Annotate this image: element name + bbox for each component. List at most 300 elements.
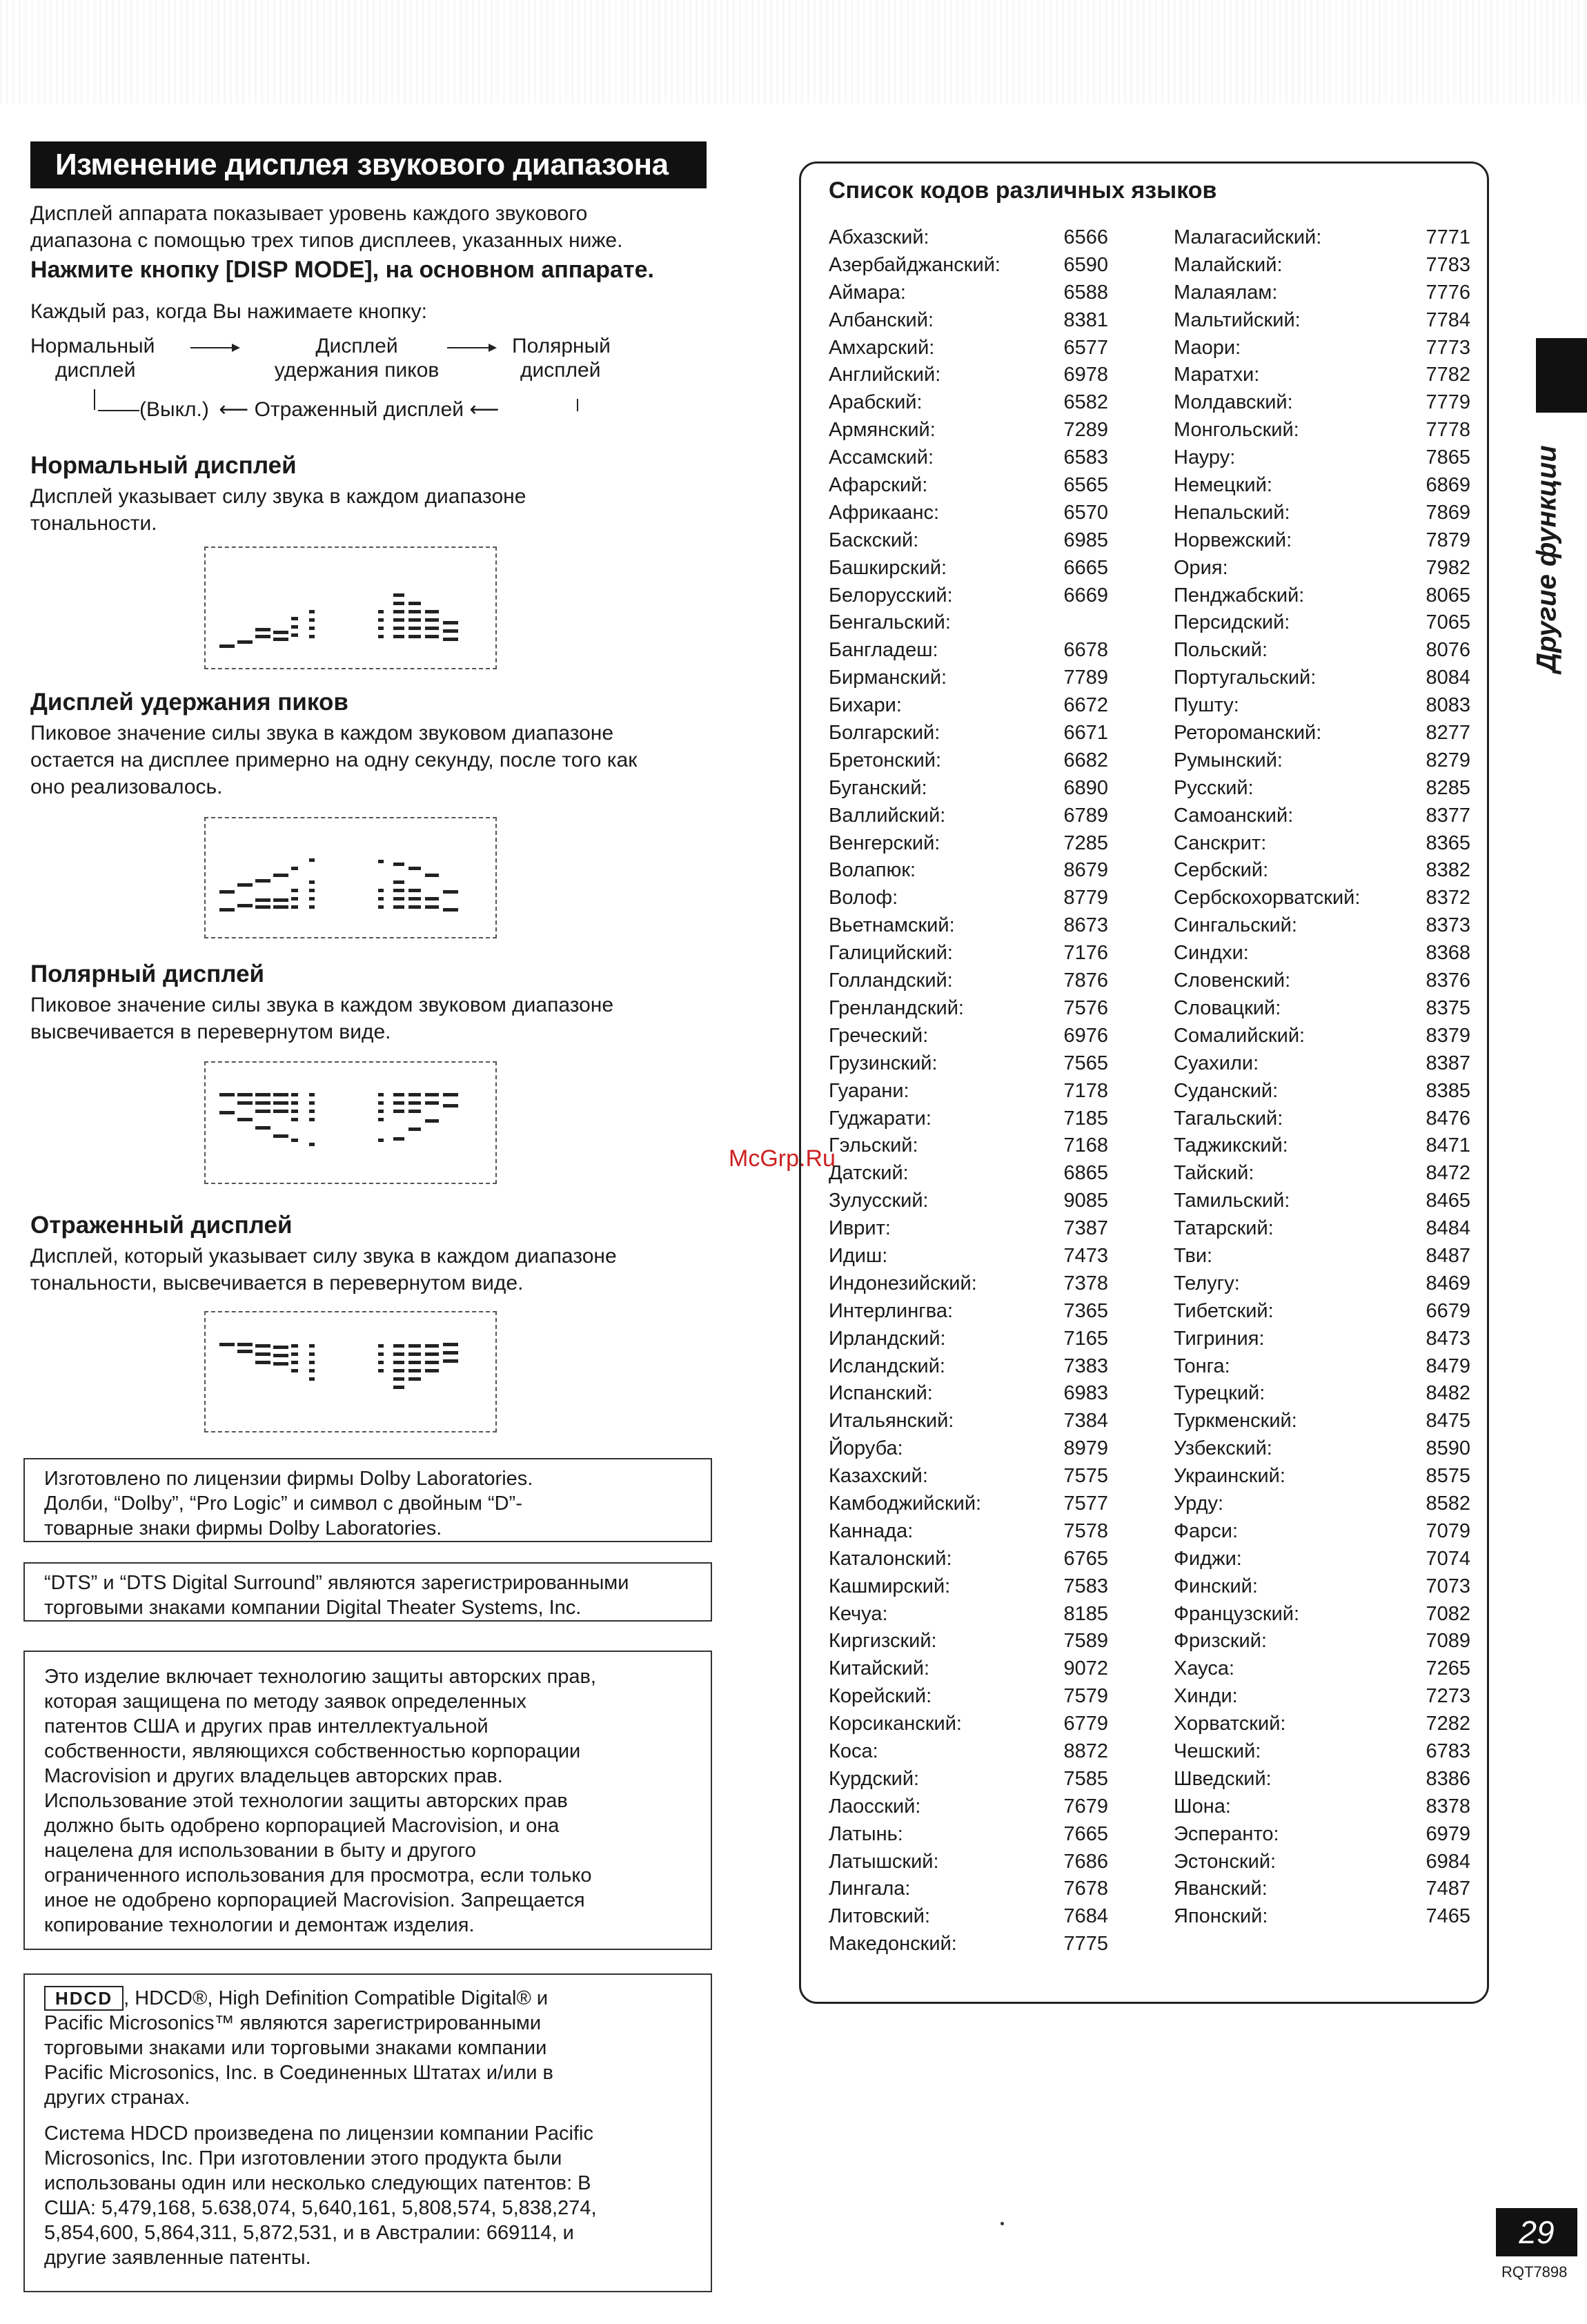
language-code: 8387 <box>1426 1052 1470 1074</box>
language-row <box>1174 1326 1470 1353</box>
language-row <box>829 307 1108 335</box>
language-row <box>829 417 1108 444</box>
language-code: 8469 <box>1426 1272 1470 1294</box>
language-code: 8779 <box>1063 887 1108 909</box>
seq-peak: Дисплей удержания пиков <box>274 335 440 382</box>
language-name: Зулусский: <box>829 1190 929 1212</box>
language-name: Бирманский: <box>829 667 947 689</box>
language-code: 7273 <box>1426 1685 1470 1708</box>
language-row <box>829 1766 1108 1793</box>
language-code: 7079 <box>1426 1519 1470 1542</box>
language-row <box>829 1903 1108 1931</box>
language-code: 8285 <box>1426 776 1470 799</box>
language-code: 7465 <box>1426 1905 1470 1928</box>
page-number: 29 <box>1496 2208 1577 2256</box>
macrovision-notice: Это изделие включает технологию защиты авторских прав, которая защищена по методу заявок определенных патентов США и других прав интеллектуальной собственности, являющихся собственностью корпорации Macrovision и других владельцев авторских прав. Использование этой технологии защиты авторских прав должно быть одобрено корпорацией Macrovision, и она нацелена для использовании в быту и другого ограниченного использования для просмотра, если только иное не одобрено корпорацией Macrovision. Запрещается копирование технологии и демонтаж изделия. <box>23 1651 712 1950</box>
language-row <box>1174 1875 1470 1903</box>
language-name: Африкаанс: <box>829 501 940 524</box>
language-name: Словенский: <box>1174 969 1291 992</box>
language-name: Фиджи: <box>1174 1547 1242 1570</box>
language-code: 6779 <box>1063 1713 1108 1735</box>
language-name: Тайский: <box>1174 1162 1254 1185</box>
language-code: 6682 <box>1063 749 1108 771</box>
hdcd-notice: HDCD , HDCD®, High Definition Compatible Digital® и Pacific Microsonics™ являются зарегистрированными торговыми знаками или торговыми знаками компании Pacific Microsonics, Inc. в Соединенных Штатах и/или в других странах. Система HDCD произведена по лицензии компании Pacific Microsonics, Inc. При изготовлении этого продукта были использованы один или несколько следующих патентов: В США: 5,479,168, 5.638,074, 5,640,161, 5,808,574, 5,838,274, 5,854,600, 5,864,311, 5,872,531, и в Австралии: 669114, и другие заявленные патенты. <box>23 1973 712 2292</box>
language-row <box>829 1655 1108 1683</box>
language-row <box>1174 967 1470 995</box>
language-name: Вьетнамский: <box>829 914 955 937</box>
language-name: Лаосский: <box>829 1795 921 1818</box>
language-row <box>1174 252 1470 279</box>
language-row <box>829 1326 1108 1353</box>
language-row <box>829 1601 1108 1628</box>
language-name: Сербскохорватский: <box>1174 887 1361 909</box>
language-name: Словацкий: <box>1174 996 1281 1019</box>
language-code: 7869 <box>1426 501 1470 524</box>
seq-bottom: (Выкл.) ⟵ Отраженный дисплей ⟵ <box>98 397 499 422</box>
language-code: 7082 <box>1426 1602 1470 1625</box>
language-row <box>1174 1849 1470 1876</box>
language-code: 7679 <box>1063 1795 1108 1818</box>
language-row <box>1174 307 1470 335</box>
language-row <box>1174 500 1470 527</box>
language-name: Мальтийский: <box>1174 308 1301 331</box>
language-code: 8582 <box>1426 1492 1470 1515</box>
language-name: Фарси: <box>1174 1519 1239 1542</box>
language-name: Курдский: <box>829 1767 920 1790</box>
language-name: Болгарский: <box>829 722 940 745</box>
language-code: 7684 <box>1063 1905 1108 1928</box>
language-code: 7065 <box>1426 611 1470 634</box>
language-row <box>1174 444 1470 472</box>
language-row <box>829 1380 1108 1408</box>
language-row <box>829 1931 1108 1958</box>
language-row <box>1174 1655 1470 1683</box>
language-code: 7577 <box>1063 1492 1108 1515</box>
language-name: Ассамский: <box>829 446 934 469</box>
language-name: Тви: <box>1174 1244 1213 1267</box>
language-row <box>1174 1793 1470 1821</box>
language-code: 8083 <box>1426 694 1470 717</box>
language-code: 7168 <box>1063 1134 1108 1157</box>
language-row <box>829 1849 1108 1876</box>
language-row <box>829 1711 1108 1738</box>
language-code: 6590 <box>1063 253 1108 276</box>
language-name: Абхазский: <box>829 226 929 248</box>
language-row <box>829 1463 1108 1490</box>
language-code: 8590 <box>1426 1437 1470 1460</box>
reflected-display-title: Отраженный дисплей <box>30 1212 293 1239</box>
language-code: 7265 <box>1426 1657 1470 1680</box>
language-name: Малаялам: <box>1174 281 1278 304</box>
language-name: Каталонский: <box>829 1547 952 1570</box>
language-name: Японский: <box>1174 1905 1268 1928</box>
language-row <box>1174 1078 1470 1105</box>
seq-polar: Полярный дисплей <box>512 335 611 382</box>
language-name: Португальский: <box>1174 667 1317 689</box>
language-code: 8376 <box>1426 969 1470 992</box>
language-name: Норвежский: <box>1174 529 1292 551</box>
language-name: Буганский: <box>829 776 927 799</box>
language-name: Малайский: <box>1174 253 1283 276</box>
language-row <box>1174 1380 1470 1408</box>
language-code: 8482 <box>1426 1382 1470 1405</box>
language-code: 7789 <box>1063 667 1108 689</box>
language-name: Хауса: <box>1174 1657 1235 1680</box>
language-name: Македонский: <box>829 1933 957 1956</box>
language-code: 8476 <box>1426 1107 1470 1130</box>
arrow-icon <box>447 347 495 348</box>
language-name: Лингала: <box>829 1878 911 1900</box>
language-code: 8479 <box>1426 1355 1470 1377</box>
language-name: Корсиканский: <box>829 1713 962 1735</box>
language-name: Маори: <box>1174 336 1241 359</box>
language-name: Бихари: <box>829 694 902 717</box>
language-row <box>829 224 1108 252</box>
scan-noise <box>0 0 1587 104</box>
language-row <box>829 252 1108 279</box>
normal-display-figure <box>204 546 497 669</box>
language-name: Аймара: <box>829 281 906 304</box>
language-row <box>1174 1463 1470 1490</box>
language-column-right <box>1174 224 1470 1931</box>
language-code: 6588 <box>1063 281 1108 304</box>
language-name: Китайский: <box>829 1657 930 1680</box>
each-press-text: Каждый раз, когда Вы нажимаете кнопку: <box>30 300 427 323</box>
language-code-panel <box>799 161 1489 2004</box>
language-code: 7982 <box>1426 556 1470 579</box>
language-row <box>1174 417 1470 444</box>
language-code: 8185 <box>1063 1602 1108 1625</box>
language-code: 7165 <box>1063 1327 1108 1350</box>
language-row <box>829 1132 1108 1160</box>
language-code: 6565 <box>1063 474 1108 497</box>
instruction: Нажмите кнопку [DISP MODE], на основном аппарате. <box>30 257 654 283</box>
language-name: Сербский: <box>1174 859 1269 882</box>
language-row <box>1174 389 1470 417</box>
language-row <box>829 940 1108 967</box>
language-name: Сингальский: <box>1174 914 1297 937</box>
language-name: Фризский: <box>1174 1630 1267 1653</box>
language-row <box>829 1050 1108 1078</box>
chapter-tab-marker <box>1536 338 1587 413</box>
language-code: 8365 <box>1426 831 1470 854</box>
language-code: 7876 <box>1063 969 1108 992</box>
language-code: 6984 <box>1426 1850 1470 1873</box>
language-name: Суданский: <box>1174 1079 1279 1102</box>
language-name: Греческий: <box>829 1024 929 1047</box>
language-name: Яванский: <box>1174 1878 1268 1900</box>
language-row <box>829 362 1108 389</box>
arrow-left-icon: ⟵ <box>219 398 249 421</box>
reflected-display-text: Дисплей, который указывает силу звука в каждом диапазоне тональности, высвечивается в перевернутом виде. <box>30 1245 617 1294</box>
language-list-title: Список кодов различных языков <box>829 177 1217 204</box>
language-code: 7775 <box>1063 1933 1108 1956</box>
language-row <box>1174 1546 1470 1573</box>
language-row <box>829 1105 1108 1133</box>
language-code: 8372 <box>1426 887 1470 909</box>
language-code: 7282 <box>1426 1713 1470 1735</box>
language-name: Монгольский: <box>1174 419 1299 442</box>
language-name: Иврит: <box>829 1217 891 1240</box>
language-name: Турецкий: <box>1174 1382 1265 1405</box>
language-name: Латышский: <box>829 1850 939 1873</box>
language-name: Волоф: <box>829 887 898 909</box>
language-name: Синдхи: <box>1174 942 1249 965</box>
language-row <box>1174 1353 1470 1381</box>
language-name: Молдавский: <box>1174 391 1293 414</box>
language-name: Сомалийский: <box>1174 1024 1305 1047</box>
language-row <box>829 1821 1108 1849</box>
language-code: 7665 <box>1063 1822 1108 1845</box>
language-row <box>1174 802 1470 830</box>
language-name: Кашмирский: <box>829 1575 951 1597</box>
language-code: 8084 <box>1426 667 1470 689</box>
language-name: Испанский: <box>829 1382 933 1405</box>
language-code: 8375 <box>1426 996 1470 1019</box>
language-name: Непальский: <box>1174 501 1290 524</box>
language-name: Шведский: <box>1174 1767 1272 1790</box>
language-code: 6583 <box>1063 446 1108 469</box>
language-row <box>829 1270 1108 1298</box>
language-code: 8378 <box>1426 1795 1470 1818</box>
language-row <box>1174 995 1470 1023</box>
language-code: 7865 <box>1426 446 1470 469</box>
language-code: 7089 <box>1426 1630 1470 1653</box>
language-code: 8465 <box>1426 1190 1470 1212</box>
language-name: Хорватский: <box>1174 1713 1286 1735</box>
language-name: Гуджарати: <box>829 1107 931 1130</box>
language-row <box>829 692 1108 720</box>
language-code: 7771 <box>1426 226 1470 248</box>
language-name: Узбекский: <box>1174 1437 1272 1460</box>
language-row <box>1174 637 1470 664</box>
language-row <box>829 1875 1108 1903</box>
language-name: Амхарский: <box>829 336 935 359</box>
language-row <box>1174 1105 1470 1133</box>
language-row <box>829 527 1108 555</box>
language-name: Киргизский: <box>829 1630 937 1653</box>
language-name: Белорусский: <box>829 584 953 607</box>
language-code: 8379 <box>1426 1024 1470 1047</box>
language-name: Пушту: <box>1174 694 1239 717</box>
language-name: Персидский: <box>1174 611 1290 634</box>
language-code: 8471 <box>1426 1134 1470 1157</box>
language-name: Урду: <box>1174 1492 1224 1515</box>
language-code: 8979 <box>1063 1437 1108 1460</box>
language-name: Бенгальский: <box>829 611 951 634</box>
language-code: 7783 <box>1426 253 1470 276</box>
language-code: 8386 <box>1426 1767 1470 1790</box>
language-code: 8385 <box>1426 1079 1470 1102</box>
language-code: 6671 <box>1063 722 1108 745</box>
language-name: Корейский: <box>829 1685 932 1708</box>
polar-display-text: Пиковое значение силы звука в каждом звуковом диапазоне высвечивается в перевернутом виде. <box>30 994 614 1043</box>
language-code: 6983 <box>1063 1382 1108 1405</box>
language-code: 6566 <box>1063 226 1108 248</box>
language-code: 7784 <box>1426 308 1470 331</box>
language-row <box>829 500 1108 527</box>
language-name: Бретонский: <box>829 749 942 771</box>
language-name: Английский: <box>829 364 941 386</box>
language-name: Волапюк: <box>829 859 916 882</box>
language-code: 6582 <box>1063 391 1108 414</box>
language-row <box>829 279 1108 307</box>
language-code: 8673 <box>1063 914 1108 937</box>
language-code: 7383 <box>1063 1355 1108 1377</box>
language-row <box>1174 1160 1470 1188</box>
language-name: Русский: <box>1174 776 1254 799</box>
language-row <box>1174 1270 1470 1298</box>
language-code: 6570 <box>1063 501 1108 524</box>
language-row <box>1174 1050 1470 1078</box>
language-code: 7585 <box>1063 1767 1108 1790</box>
language-code: 6985 <box>1063 529 1108 551</box>
language-code: 7579 <box>1063 1685 1108 1708</box>
language-code: 7589 <box>1063 1630 1108 1653</box>
language-code: 7776 <box>1426 281 1470 304</box>
language-code: 8473 <box>1426 1327 1470 1350</box>
language-code: 7384 <box>1063 1410 1108 1432</box>
scan-dot <box>1000 2222 1004 2225</box>
language-row <box>829 555 1108 582</box>
intro-text: Дисплей аппарата показывает уровень каждого звукового диапазона с помощью трех типов дисплеев, указанных ниже. <box>30 202 623 252</box>
language-row <box>829 830 1108 858</box>
language-row <box>1174 1573 1470 1601</box>
language-row <box>1174 857 1470 885</box>
language-name: Чешский: <box>1174 1740 1261 1762</box>
language-row <box>1174 692 1470 720</box>
language-name: Каннада: <box>829 1519 914 1542</box>
language-name: Ирландский: <box>829 1327 946 1350</box>
language-code: 7365 <box>1063 1299 1108 1322</box>
language-code: 8484 <box>1426 1217 1470 1240</box>
language-name: Самоанский: <box>1174 804 1294 827</box>
language-code: 8065 <box>1426 584 1470 607</box>
language-code: 7073 <box>1426 1575 1470 1597</box>
language-name: Румынский: <box>1174 749 1283 771</box>
polar-display-title: Полярный дисплей <box>30 961 265 987</box>
language-row <box>1174 1490 1470 1518</box>
language-row <box>1174 1298 1470 1326</box>
peak-display-figure <box>204 817 497 938</box>
language-code: 8575 <box>1426 1465 1470 1488</box>
language-row <box>829 802 1108 830</box>
language-name: Ория: <box>1174 556 1228 579</box>
language-code: 6869 <box>1426 474 1470 497</box>
language-code: 9072 <box>1063 1657 1108 1680</box>
language-code: 7578 <box>1063 1519 1108 1542</box>
language-code: 6979 <box>1426 1822 1470 1845</box>
sidebar-label: Другие функции <box>1531 445 1562 673</box>
language-name: Науру: <box>1174 446 1236 469</box>
language-name: Гуарани: <box>829 1079 909 1102</box>
language-name: Тагальский: <box>1174 1107 1283 1130</box>
language-code: 6789 <box>1063 804 1108 827</box>
language-code: 6976 <box>1063 1024 1108 1047</box>
language-name: Йоруба: <box>829 1437 903 1460</box>
arrow-left-icon: ⟵ <box>469 398 500 421</box>
language-name: Гэльский: <box>829 1134 918 1157</box>
language-name: Тамильский: <box>1174 1190 1290 1212</box>
language-row <box>829 1518 1108 1546</box>
language-name: Башкирский: <box>829 556 947 579</box>
language-code: 7583 <box>1063 1575 1108 1597</box>
reflected-display-figure <box>204 1311 497 1432</box>
language-code: 7178 <box>1063 1079 1108 1102</box>
language-row <box>829 1490 1108 1518</box>
language-code: 9085 <box>1063 1190 1108 1212</box>
language-row <box>829 609 1108 637</box>
language-code: 7378 <box>1063 1272 1108 1294</box>
language-code: 6679 <box>1426 1299 1470 1322</box>
language-row <box>829 1023 1108 1050</box>
language-row <box>829 582 1108 610</box>
language-code: 7487 <box>1426 1878 1470 1900</box>
dts-notice: “DTS” и “DTS Digital Surround” являются зарегистрированными торговыми знаками компании Digital Theater Systems, Inc. <box>23 1562 712 1622</box>
language-code: 7779 <box>1426 391 1470 414</box>
language-name: Грузинский: <box>829 1052 938 1074</box>
language-code: 6678 <box>1063 639 1108 662</box>
language-row <box>1174 1518 1470 1546</box>
language-column-left <box>829 224 1108 1958</box>
language-name: Бангладеш: <box>829 639 938 662</box>
language-row <box>829 720 1108 747</box>
language-row <box>1174 335 1470 362</box>
language-name: Казахский: <box>829 1465 928 1488</box>
language-code: 7773 <box>1426 336 1470 359</box>
language-row <box>1174 775 1470 802</box>
language-name: Маратхи: <box>1174 364 1260 386</box>
language-name: Латынь: <box>829 1822 903 1845</box>
language-row <box>1174 830 1470 858</box>
arrow-icon <box>190 347 239 348</box>
language-row <box>829 389 1108 417</box>
language-row <box>1174 1766 1470 1793</box>
language-row <box>829 335 1108 362</box>
language-row <box>1174 527 1470 555</box>
language-code: 7879 <box>1426 529 1470 551</box>
language-row <box>829 472 1108 500</box>
language-row <box>829 1573 1108 1601</box>
language-row <box>1174 1215 1470 1243</box>
language-code: 6765 <box>1063 1547 1108 1570</box>
language-name: Таджикский: <box>1174 1134 1288 1157</box>
language-row <box>829 1628 1108 1655</box>
language-code: 8381 <box>1063 308 1108 331</box>
language-row <box>829 1298 1108 1326</box>
language-code: 7782 <box>1426 364 1470 386</box>
language-row <box>829 1160 1108 1188</box>
language-name: Малагасийский: <box>1174 226 1322 248</box>
language-name: Хинди: <box>1174 1685 1238 1708</box>
language-name: Эсперанто: <box>1174 1822 1279 1845</box>
language-name: Санскрит: <box>1174 831 1267 854</box>
language-name: Исландский: <box>829 1355 945 1377</box>
language-name: Интерлингва: <box>829 1299 954 1322</box>
language-code: 8377 <box>1426 804 1470 827</box>
language-code: 7285 <box>1063 831 1108 854</box>
language-name: Идиш: <box>829 1244 888 1267</box>
polar-display-figure <box>204 1061 497 1184</box>
language-name: Шона: <box>1174 1795 1231 1818</box>
language-name: Финский: <box>1174 1575 1258 1597</box>
language-row <box>1174 362 1470 389</box>
language-row <box>1174 609 1470 637</box>
language-row <box>1174 555 1470 582</box>
language-code: 8475 <box>1426 1410 1470 1432</box>
language-name: Татарский: <box>1174 1217 1274 1240</box>
language-row <box>829 1435 1108 1463</box>
